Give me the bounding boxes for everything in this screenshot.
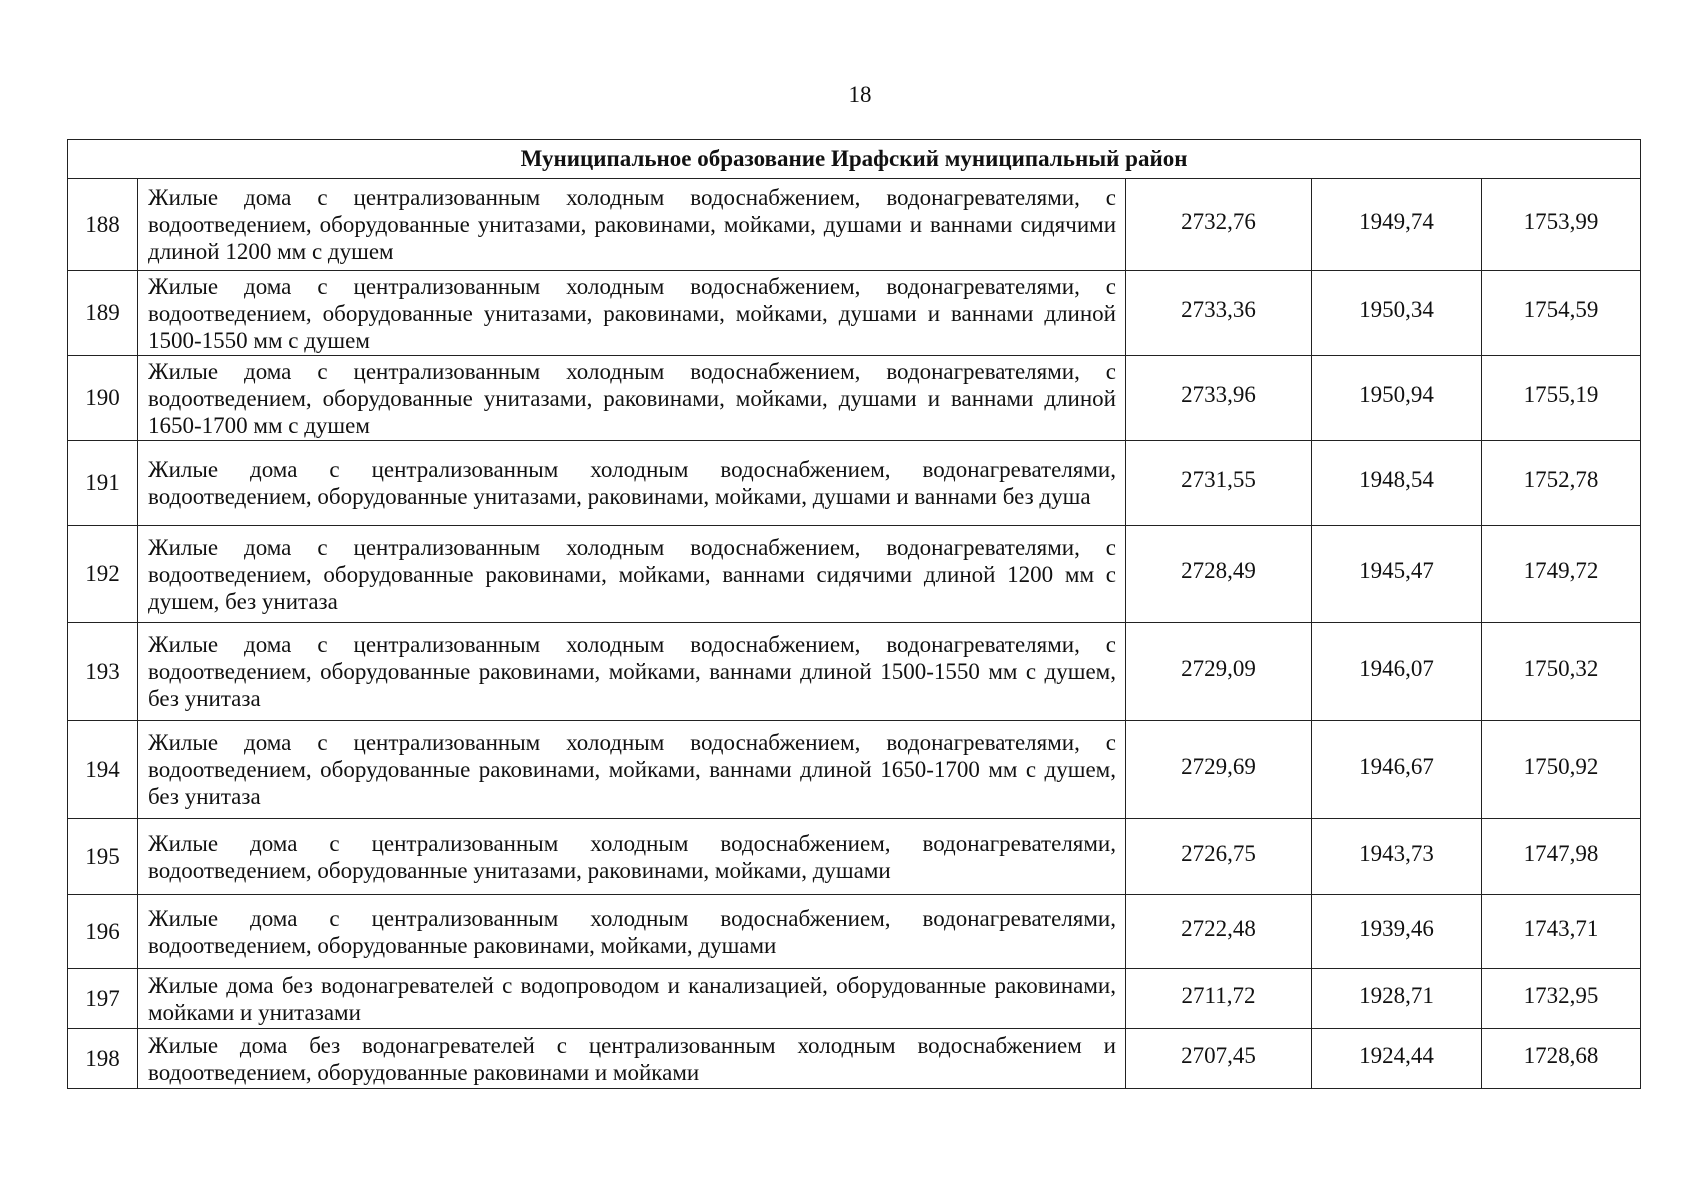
row-value-1: 2729,09	[1126, 623, 1312, 721]
row-value-1: 2733,96	[1126, 356, 1312, 441]
row-value-1: 2731,55	[1126, 441, 1312, 526]
row-number: 190	[68, 356, 138, 441]
table-row	[68, 271, 1641, 356]
table-row	[68, 526, 1641, 623]
row-description: Жилые дома с централизованным холодным водоснабжением, водонагревателями, с водоотведением, оборудованные раковинами, мойками, ваннами длиной 1650-1700 мм с душем, без унитаза	[138, 721, 1126, 819]
table-row	[68, 1029, 1641, 1089]
row-value-2: 1948,54	[1312, 441, 1482, 526]
row-value-1: 2733,36	[1126, 271, 1312, 356]
row-value-3: 1754,59	[1482, 271, 1641, 356]
row-value-2: 1946,07	[1312, 623, 1482, 721]
table-row	[68, 623, 1641, 721]
row-description: Жилые дома с централизованным холодным водоснабжением, водонагревателями, с водоотведением, оборудованные унитазами, раковинами, мойками, душами и ваннами длиной 1650-1700 мм с душем	[138, 356, 1126, 441]
page-number: 18	[848, 82, 872, 107]
row-number: 197	[68, 969, 138, 1029]
table-row	[68, 969, 1641, 1029]
table-row	[68, 895, 1641, 969]
row-value-2: 1950,34	[1312, 271, 1482, 356]
row-value-2: 1949,74	[1312, 179, 1482, 271]
table-row	[68, 356, 1641, 441]
row-number: 188	[68, 179, 138, 271]
table-row	[68, 721, 1641, 819]
table-row	[68, 179, 1641, 271]
row-value-1: 2728,49	[1126, 526, 1312, 623]
row-value-1: 2707,45	[1126, 1029, 1312, 1089]
row-value-3: 1750,32	[1482, 623, 1641, 721]
municipality-header: Муниципальное образование Ирафский муниципальный район	[68, 140, 1641, 179]
row-description: Жилые дома с централизованным холодным водоснабжением, водонагревателями, с водоотведением, оборудованные унитазами, раковинами, мойками, душами и ваннами длиной 1500-1550 мм с душем	[138, 271, 1126, 356]
row-description: Жилые дома с централизованным холодным водоснабжением, водонагревателями, водоотведением, оборудованные унитазами, раковинами, мойками, душами и ваннами без душа	[138, 441, 1126, 526]
row-value-1: 2729,69	[1126, 721, 1312, 819]
row-value-2: 1945,47	[1312, 526, 1482, 623]
row-number: 195	[68, 819, 138, 895]
row-value-3: 1732,95	[1482, 969, 1641, 1029]
row-description: Жилые дома с централизованным холодным водоснабжением, водонагревателями, водоотведением, оборудованные раковинами, мойками, душами	[138, 895, 1126, 969]
row-value-2: 1946,67	[1312, 721, 1482, 819]
row-value-3: 1750,92	[1482, 721, 1641, 819]
row-number: 191	[68, 441, 138, 526]
row-number: 192	[68, 526, 138, 623]
row-value-2: 1928,71	[1312, 969, 1482, 1029]
row-description: Жилые дома с централизованным холодным водоснабжением, водонагревателями, водоотведением, оборудованные унитазами, раковинами, мойками, душами	[138, 819, 1126, 895]
row-value-3: 1743,71	[1482, 895, 1641, 969]
row-value-3: 1753,99	[1482, 179, 1641, 271]
row-description: Жилые дома с централизованным холодным водоснабжением, водонагревателями, с водоотведением, оборудованные унитазами, раковинами, мойками, душами и ваннами сидячими длиной 1200 мм с душем	[138, 179, 1126, 271]
row-description: Жилые дома с централизованным холодным водоснабжением, водонагревателями, с водоотведением, оборудованные раковинами, мойками, ваннами сидячими длиной 1200 мм с душем, без унитаза	[138, 526, 1126, 623]
table-row	[68, 819, 1641, 895]
row-value-3: 1749,72	[1482, 526, 1641, 623]
row-description: Жилые дома без водонагревателей с централизованным холодным водоснабжением и водоотведением, оборудованные раковинами и мойками	[138, 1029, 1126, 1089]
row-value-3: 1755,19	[1482, 356, 1641, 441]
row-value-3: 1728,68	[1482, 1029, 1641, 1089]
row-value-1: 2726,75	[1126, 819, 1312, 895]
row-number: 198	[68, 1029, 138, 1089]
row-value-1: 2711,72	[1126, 969, 1312, 1029]
row-value-1: 2732,76	[1126, 179, 1312, 271]
row-value-3: 1747,98	[1482, 819, 1641, 895]
row-value-2: 1943,73	[1312, 819, 1482, 895]
row-value-3: 1752,78	[1482, 441, 1641, 526]
table-header-row	[68, 140, 1641, 179]
row-value-2: 1939,46	[1312, 895, 1482, 969]
row-value-2: 1924,44	[1312, 1029, 1482, 1089]
row-number: 189	[68, 271, 138, 356]
row-value-1: 2722,48	[1126, 895, 1312, 969]
row-number: 196	[68, 895, 138, 969]
row-description: Жилые дома с централизованным холодным водоснабжением, водонагревателями, с водоотведением, оборудованные раковинами, мойками, ваннами длиной 1500-1550 мм с душем, без унитаза	[138, 623, 1126, 721]
row-value-2: 1950,94	[1312, 356, 1482, 441]
table-row	[68, 441, 1641, 526]
tariff-table	[67, 139, 1641, 1089]
row-description: Жилые дома без водонагревателей с водопроводом и канализацией, оборудованные раковинами, мойками и унитазами	[138, 969, 1126, 1029]
row-number: 193	[68, 623, 138, 721]
row-number: 194	[68, 721, 138, 819]
